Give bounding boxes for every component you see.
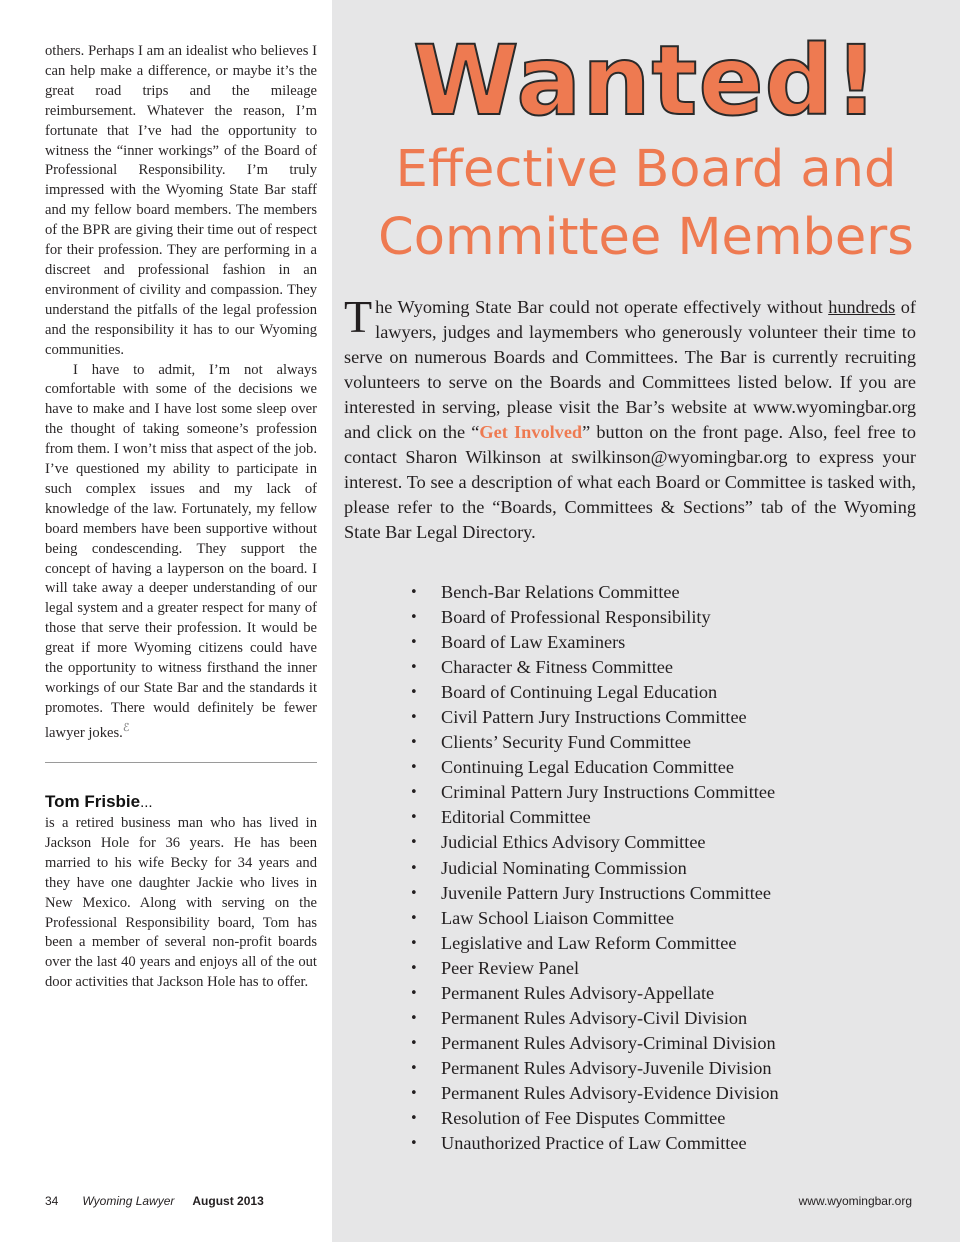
bullet-icon: • [410, 760, 418, 776]
list-item [410, 1106, 779, 1131]
list-item [410, 1081, 779, 1106]
list-item [410, 680, 779, 705]
bullet-icon: • [410, 1110, 418, 1126]
drop-cap: T [344, 291, 373, 342]
list-item [410, 755, 779, 780]
bio-name-ellipsis: ... [140, 794, 153, 811]
list-item [410, 730, 779, 755]
list-item [410, 830, 779, 855]
committee-name: Resolution of Fee Disputes Committee [441, 1107, 726, 1128]
bullet-icon: • [410, 810, 418, 826]
bullet-icon: • [410, 985, 418, 1001]
left-column-article [45, 42, 317, 744]
bullet-icon: • [410, 835, 418, 851]
article-paragraph-2 [45, 361, 317, 744]
committee-name: Permanent Rules Advisory-Evidence Division [441, 1082, 779, 1103]
headline-wanted: Wanted! [412, 25, 880, 137]
committee-name: Character & Fitness Committee [441, 657, 674, 678]
footer-left [45, 1194, 264, 1208]
committee-name: Permanent Rules Advisory-Juvenile Division [441, 1057, 772, 1078]
bullet-icon: • [410, 785, 418, 801]
bullet-icon: • [410, 935, 418, 951]
list-item [410, 881, 779, 906]
issue-date: August 2013 [192, 1194, 264, 1208]
committee-name: Permanent Rules Advisory-Criminal Division [441, 1032, 776, 1053]
bio-name [45, 792, 153, 812]
intro-text-2: of lawyers, judges and laymembers who generously volunteer their time to serve on numerous Boards and Committees. The Bar is currently recruiting volunteers to serve on the Boards and Committees listed below. If you are interested in serving, please visit the Bar’s website at www.wyomingbar.org and click on the “ [344, 297, 916, 442]
end-mark-icon: ℰ [122, 721, 130, 734]
committee-name: Board of Continuing Legal Education [441, 682, 718, 703]
list-item [410, 1031, 779, 1056]
bullet-icon: • [410, 660, 418, 676]
list-item [410, 630, 779, 655]
list-item [410, 705, 779, 730]
list-item [410, 655, 779, 680]
bullet-icon: • [410, 610, 418, 626]
article-paragraph-2-text: I have to admit, I’m not always comfortable with some of the decisions we have to make and I have lost some sleep over the thought of taking someone’s profession from them. I won’t miss that aspect of the job. I’ve questioned my ability to participate in such complex issues and my lack of knowledge of the law. Fortunately, my fellow board members have been supportive without being condescending. They support the concept of having a layperson on the board. I will take away a deeper understanding of our legal system and a greater respect for many of those that serve their profession. It would be great if more Wyoming citizens could have the opportunity to witness firsthand the inner workings of our State Bar and the standards it promotes. There would definitely be fewer lawyer jokes. [45, 361, 317, 741]
committee-name: Unauthorized Practice of Law Committee [441, 1133, 747, 1154]
bullet-icon: • [410, 1010, 418, 1026]
intro-text-3: ” button on the front page. Also, feel free to contact Sharon Wilkinson at swilkinson@wyomingbar.org to express your interest. To see a description of what each Board or Committee is tasked with, please refer to the “Boards, Committees & Sections” tab of the Wyoming State Bar Legal Directory. [344, 422, 916, 542]
headline-subtitle [332, 136, 960, 272]
bullet-icon: • [410, 960, 418, 976]
bullet-icon: • [410, 910, 418, 926]
committee-list [410, 580, 779, 1156]
committee-name: Board of Professional Responsibility [441, 607, 711, 628]
feature-panel [332, 0, 960, 1242]
list-item [410, 605, 779, 630]
committee-name: Continuing Legal Education Committee [441, 757, 734, 778]
list-item [410, 1131, 779, 1156]
list-item [410, 1056, 779, 1081]
get-involved-highlight: Get Involved [479, 422, 583, 442]
bullet-icon: • [410, 685, 418, 701]
bullet-icon: • [410, 735, 418, 751]
committee-name: Criminal Pattern Jury Instructions Committee [441, 782, 776, 803]
list-item [410, 856, 779, 881]
bullet-icon: • [410, 635, 418, 651]
bullet-icon: • [410, 860, 418, 876]
list-item [410, 580, 779, 605]
committee-name: Permanent Rules Advisory-Appellate [441, 982, 715, 1003]
bullet-icon: • [410, 710, 418, 726]
committee-name: Civil Pattern Jury Instructions Committee [441, 707, 747, 728]
bullet-icon: • [410, 585, 418, 600]
committee-name: Peer Review Panel [441, 957, 580, 978]
committee-name: Permanent Rules Advisory-Civil Division [441, 1007, 748, 1028]
bio-text: is a retired business man who has lived in Jackson Hole for 36 years. He has been married to his wife Becky for 34 years and they have one daughter Jackie who lives in New Mexico. Along with serving on the Professional Responsibility board, Tom has been a member of several non-profit boards over the last 40 years and enjoys all of the out door activities that Jackson Hole has to offer. [45, 815, 317, 991]
committee-name: Judicial Nominating Commission [441, 857, 687, 878]
committee-name: Juvenile Pattern Jury Instructions Committee [441, 882, 772, 903]
committee-name: Bench-Bar Relations Committee [441, 582, 680, 602]
bullet-icon: • [410, 1136, 418, 1152]
list-item [410, 780, 779, 805]
list-item [410, 931, 779, 956]
bullet-icon: • [410, 1035, 418, 1051]
committee-name: Judicial Ethics Advisory Committee [441, 832, 706, 853]
list-item [410, 956, 779, 981]
bullet-icon: • [410, 1085, 418, 1101]
committee-name: Legislative and Law Reform Committee [441, 932, 737, 953]
committee-name: Clients’ Security Fund Committee [441, 732, 691, 753]
intro-paragraph [344, 291, 916, 545]
article-paragraph-1: others. Perhaps I am an idealist who believes I can help make a difference, or maybe it’s the great road trips and the mileage reimbursement. Whatever the reason, I’m fortunate that I’ve had the opportunity to witness the “inner workings” of the Board of Professional Responsibility. I’m truly impressed with the Wyoming State Bar staff and my fellow board members. The members of the BPR are giving their time out of respect for their profession. They are performing in a discreet and professional fashion in an environment of civility and compassion. They understand the pitfalls of the legal profession and the responsibility it has to our Wyoming communities. [45, 43, 317, 358]
list-item [410, 805, 779, 830]
committee-name: Board of Law Examiners [441, 632, 626, 653]
committee-name: Editorial Committee [441, 807, 591, 828]
magazine-name: Wyoming Lawyer [82, 1194, 175, 1208]
committee-name: Law School Liaison Committee [441, 907, 675, 928]
intro-text-1: he Wyoming State Bar could not operate effectively without [375, 297, 829, 317]
subtitle-line-1: Effective Board and [395, 140, 897, 199]
list-item [410, 906, 779, 931]
bio-name-text: Tom Frisbie [45, 792, 141, 811]
list-item [410, 1006, 779, 1031]
page-number: 34 [45, 1194, 59, 1208]
bullet-icon: • [410, 885, 418, 901]
subtitle-line-2: Committee Members [378, 208, 914, 267]
list-item [410, 981, 779, 1006]
footer-website: www.wyomingbar.org [798, 1194, 912, 1208]
section-divider [45, 762, 317, 763]
intro-underlined: hundreds [828, 297, 896, 317]
bullet-icon: • [410, 1060, 418, 1076]
